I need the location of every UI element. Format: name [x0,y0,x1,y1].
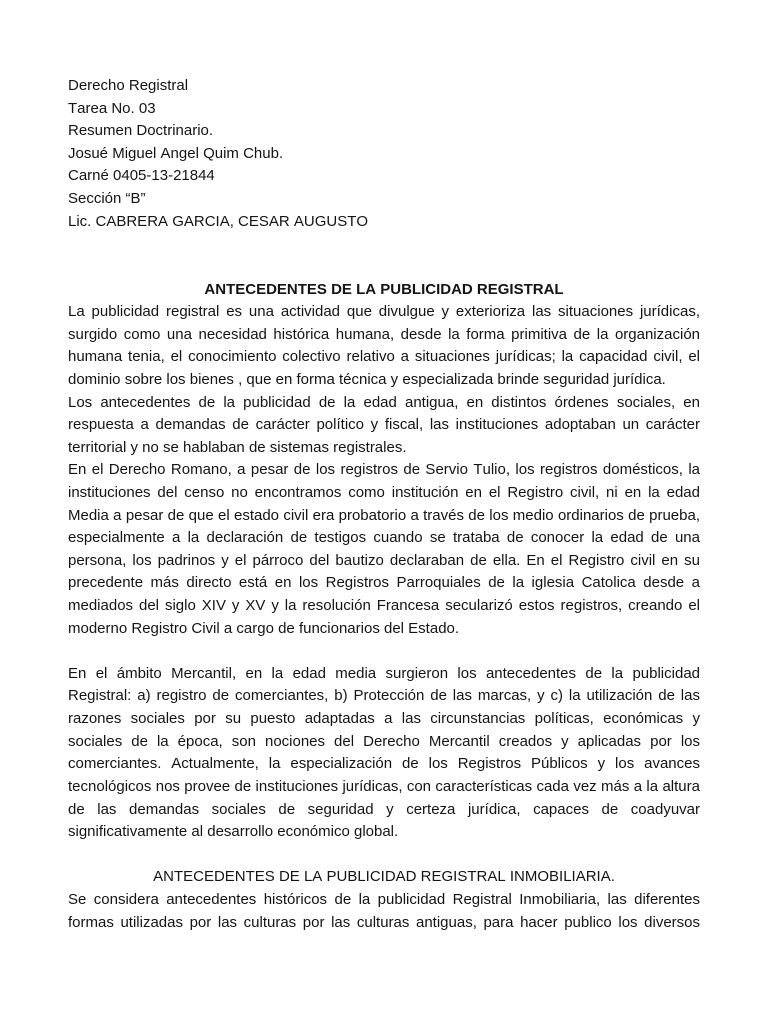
text-line: precedente más directo está en los Registros Parroquiales de la iglesia Catolica desde a [68,574,700,592]
text-line: moderno Registro Civil a cargo de funcionarios del Estado. [68,619,460,637]
document-header [68,75,700,233]
section-title: ANTECEDENTES DE LA PUBLICIDAD REGISTRAL [204,280,564,298]
paragraph [68,301,700,391]
paragraph [68,459,700,640]
assignment-number: Tarea No. 03 [68,99,156,117]
text-line: significativamente al desarrollo económico global. [68,823,399,841]
text-line: mediados del siglo XIV y XV y la resolución Francesa secularizó estos registros, creando el [68,597,700,615]
text-line: razones sociales por su puesto adaptadas a las circunstancias políticas, económicas y [68,710,700,728]
student-id: Carné 0405-13-21844 [68,167,215,185]
student-name: Josué Miguel Angel Quim Chub. [68,144,284,162]
class-section: Sección “B” [68,190,146,208]
text-line: Se considera antecedentes históricos de la publicidad Registral Inmobiliaria, las diferentes [68,890,700,908]
text-line: sociales de la época, son nociones del Derecho Mercantil creados y aplicadas por los [68,732,700,750]
document-type: Resumen Doctrinario. [68,122,214,140]
text-line: respuesta a demandas de carácter político y fiscal, las instituciones adoptaban un carácter [68,416,700,434]
text-line: humana tenia, el conocimiento colectivo relativo a situaciones jurídicas; la capacidad civil, el [68,348,700,366]
paragraph [68,663,700,844]
section-title: ANTECEDENTES DE LA PUBLICIDAD REGISTRAL INMOBILIARIA. [153,868,615,886]
text-line: especialmente a la declaración de testigos cuando se trataba de conocer la edad de una [68,529,700,547]
text-line: surgido como una necesidad histórica humana, desde la forma primitiva de la organización [68,325,700,343]
section-publicidad-registral-inmobiliaria [68,866,700,934]
section-publicidad-registral [68,279,700,844]
text-line: territorial y no se hablaban de sistemas registrales. [68,438,407,456]
text-line: La publicidad registral es una actividad que divulgue y exterioriza las situaciones jurídicas, [68,303,700,321]
text-line: instituciones del censo no encontramos como institución en el Registro civil, ni en la edad [68,483,700,501]
text-line: tecnológicos nos provee de instituciones jurídicas, con características cada vez más a la altura [68,777,700,795]
text-line: Media a pesar de que el estado civil era probatorio a través de los medio ordinarios de prueba, [68,506,700,524]
text-line: persona, los padrinos y el párroco del bautizo declaraban de ella. En el Registro civil en su [68,551,700,569]
text-line: En el ámbito Mercantil, en la edad media surgieron los antecedentes de la publicidad [68,664,700,682]
course-name: Derecho Registral [68,77,189,94]
text-line: dominio sobre los bienes , que en forma técnica y especializada brinde seguridad jurídica. [68,370,666,388]
instructor-name: Lic. CABRERA GARCIA, CESAR AUGUSTO [68,212,369,230]
text-line: Registral: a) registro de comerciantes, b) Protección de las marcas, y c) la utilización de las [68,687,700,705]
text-line: formas utilizadas por las culturas por las culturas antiguas, para hacer publico los diversos [68,913,700,931]
text-line: En el Derecho Romano, a pesar de los registros de Servio Tulio, los registros domésticos, la [68,461,700,479]
text-line: de las demandas sociales de seguridad y certeza jurídica, capaces de coadyuvar [68,800,700,818]
text-line: Los antecedentes de la publicidad de la edad antigua, en distintos órdenes sociales, en [68,393,700,411]
paragraph [68,392,700,460]
text-line: comerciantes. Actualmente, la especialización de los Registros Públicos y los avances [68,755,700,773]
paragraph [68,889,700,934]
